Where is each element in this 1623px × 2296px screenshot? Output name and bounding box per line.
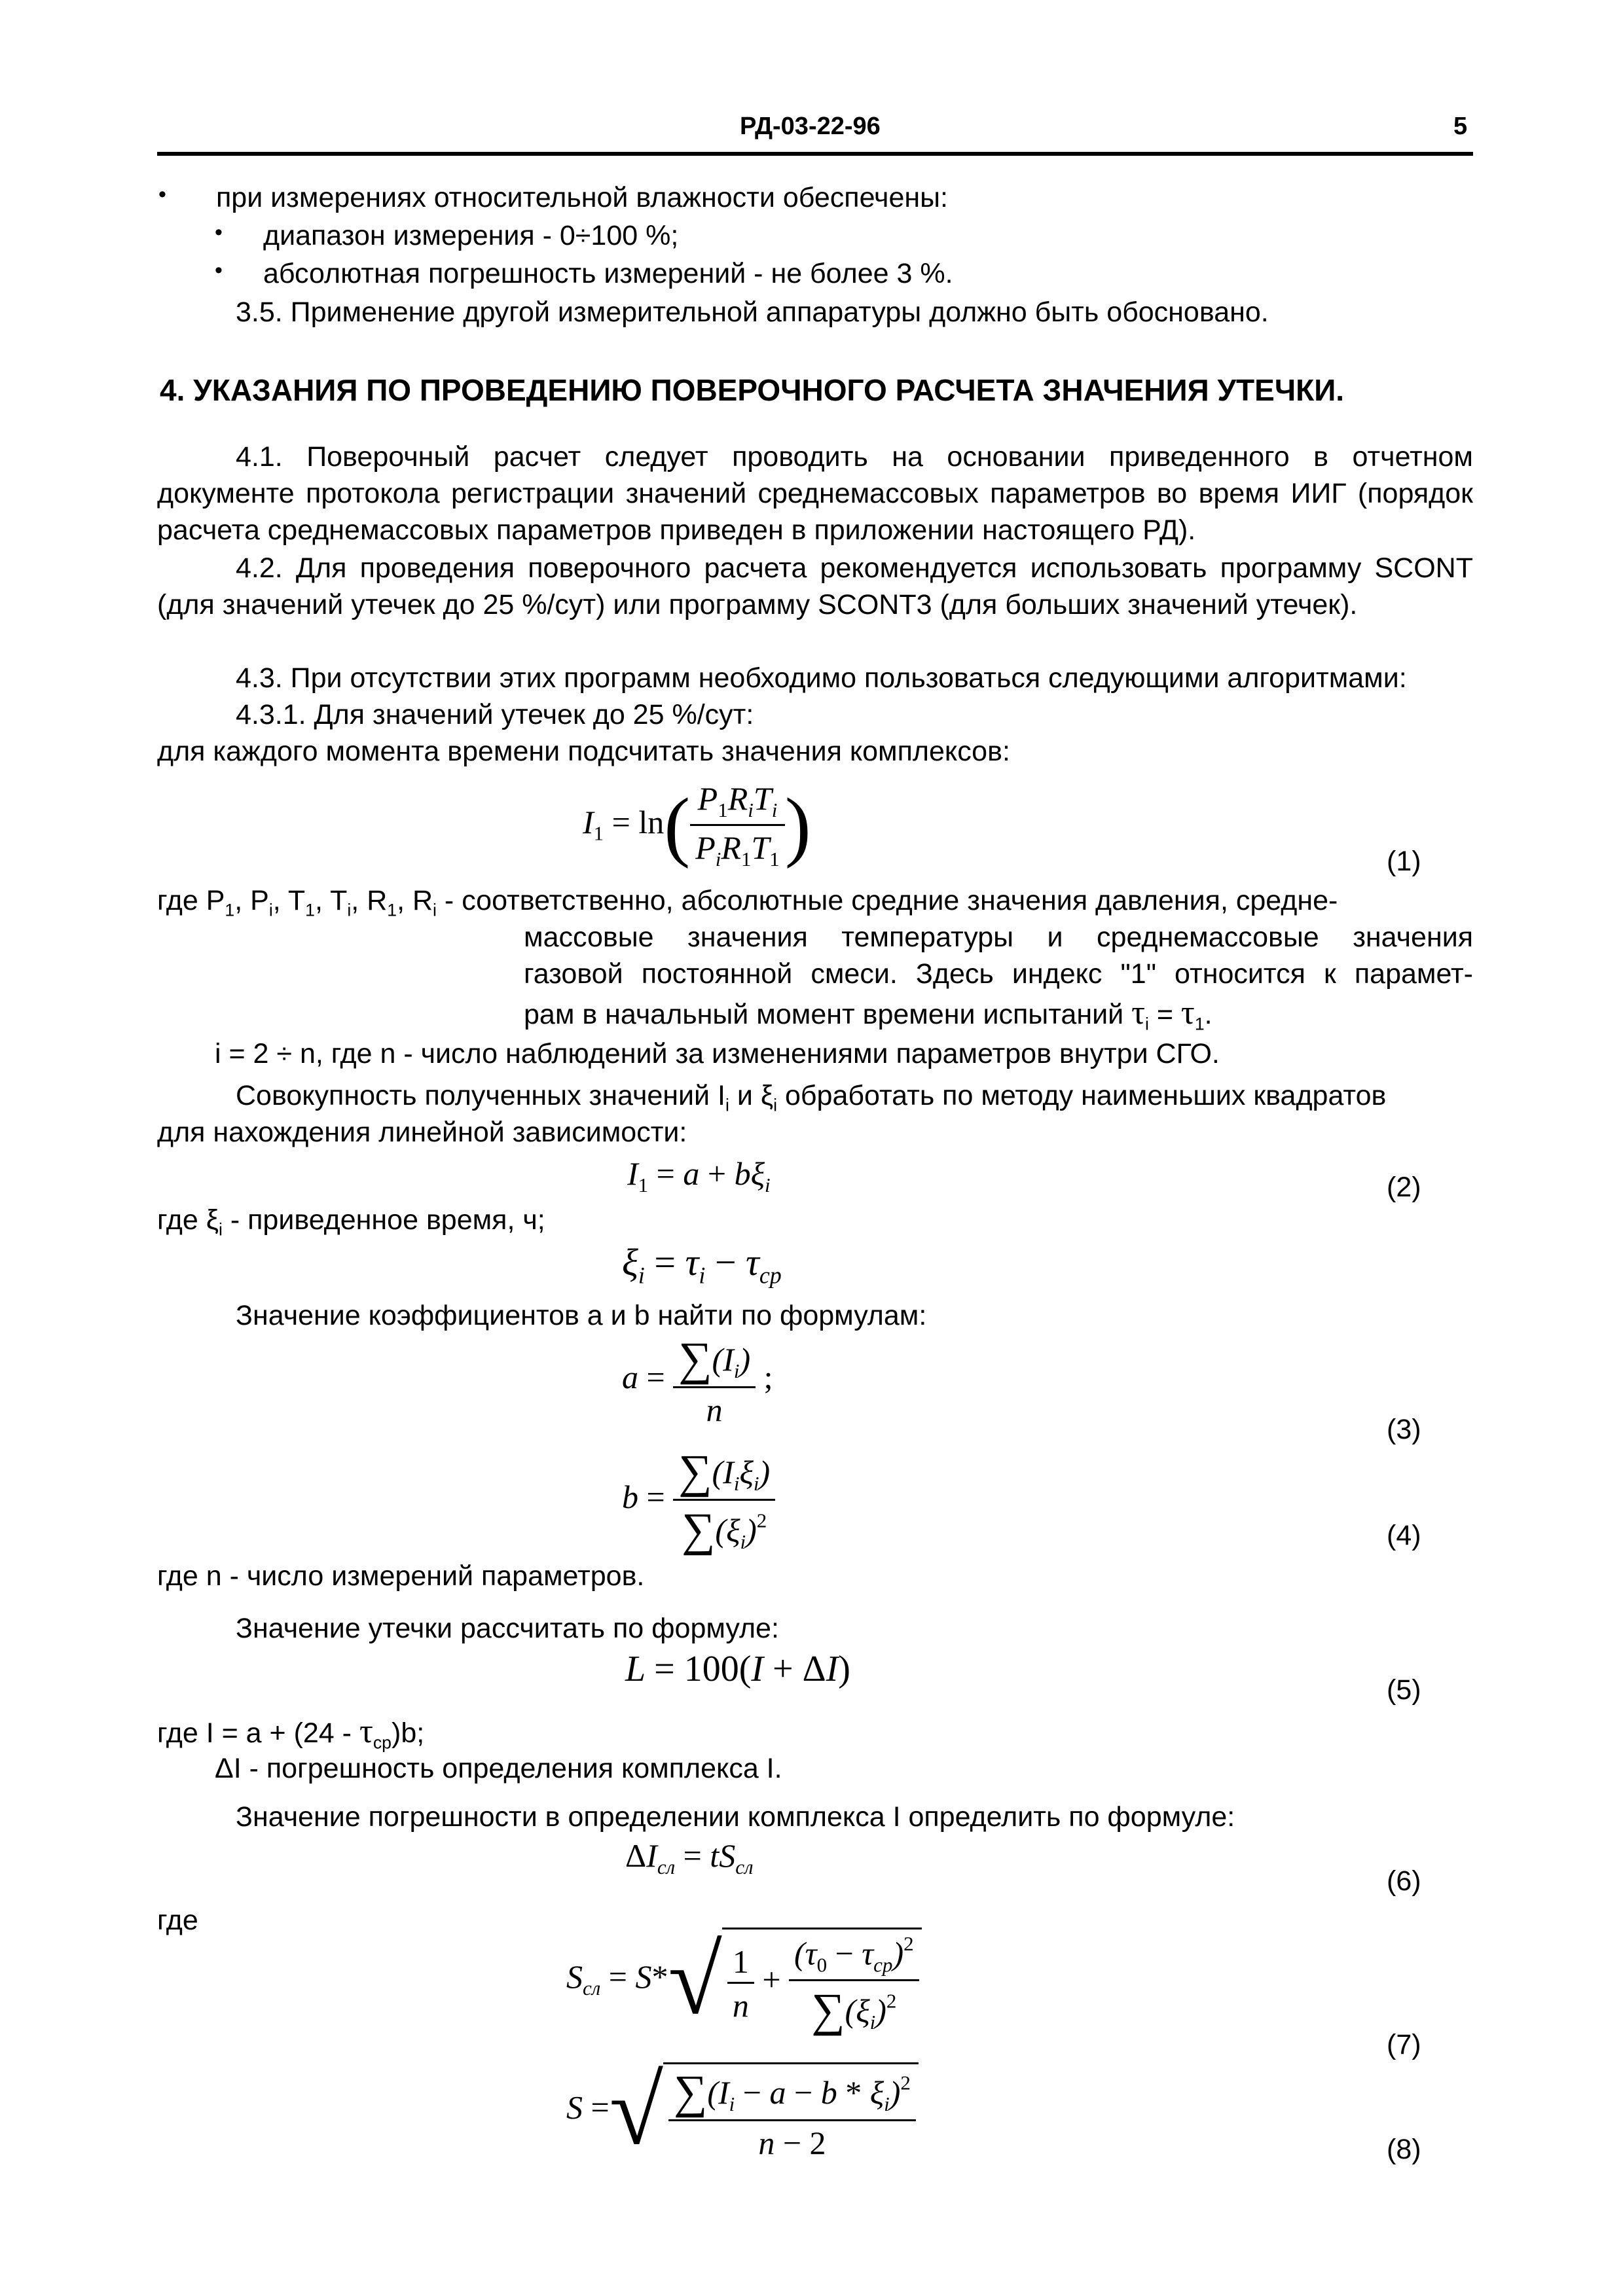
bullet-dot: • — [215, 220, 223, 245]
equation-number-4: (4) — [1387, 1520, 1421, 1551]
error-text: Значение погрешности в определении комплекса I определить по формуле: — [236, 1801, 1235, 1833]
lsq-paragraph: Совокупность полученных значений $I_i$ и $\xi_i$ обработать по методу наименьших квадратов — [236, 1080, 1387, 1115]
formula-3: a = $\frac{\sum(I_i)}{n}$ ; — [622, 1333, 773, 1428]
where-line-4: рам в начальный момент времени испытаний $\tau_i = \tau_1$. — [524, 994, 1213, 1034]
paragraph-4-3-1: 4.3.1. Для значений утечек до 25 %/сут: — [236, 699, 754, 730]
where-symbols-line: где $P_1$, $P_i$, $T_1$, $T_i$, $R_1$, $R_i$ - соответственно, абсолютные средние значения давления, средне- — [157, 885, 1338, 920]
lsq-paragraph-line-2: для нахождения линейной зависимости: — [157, 1117, 687, 1148]
document-code: РД-03-22-96 — [740, 113, 881, 140]
header-rule — [157, 152, 1473, 156]
equation-number-2: (2) — [1387, 1172, 1421, 1203]
equation-number-6: (6) — [1387, 1865, 1421, 1897]
formula-5: L = 100(I + ΔI) — [625, 1649, 850, 1689]
formula-8: S =√ $\frac{\sum(I_i - a - b * \xi_i)^2}{n - 2}$ — [566, 2062, 919, 2160]
paragraph-4-1: 4.1. Поверочный расчет следует проводить на основании приведенного в отчетном документе протокола регистрации значений среднемассовых параметров во время ИИГ (порядок расчета среднемассовых параметров приведен в приложении настоящего РД). — [157, 441, 1473, 546]
bullet-dot: • — [158, 182, 166, 207]
equation-number-5: (5) — [1387, 1674, 1421, 1706]
bullet-dot: • — [215, 258, 223, 283]
formula-xi: $\xi_i = \tau_i - \tau_{ср}$ — [622, 1241, 782, 1289]
where-line-3: газовой постоянной смеси. Здесь индекс "1" относится к парамет- — [524, 958, 1473, 990]
bullet-sub-range: диапазон измерения - 0÷100 %; — [263, 220, 679, 251]
equation-number-3: (3) — [1387, 1414, 1421, 1445]
formula-7: $S_{сл} = S*√$ $\frac{1}{n}$ + $\frac{(\tau_0 - \tau_{ср})^2}{\sum(\xi_i)^2}$ — [566, 1928, 922, 2034]
bullet-sub-error: абсолютная погрешность измерений - не более 3 %. — [263, 258, 953, 289]
paragraph-4-2: 4.2. Для проведения поверочного расчета рекомендуется использовать программу SCONT (для значений утечек до 25 %/сут) или программу SCONT3 (для больших значений утечек). — [157, 552, 1473, 620]
section-title: 4. УКАЗАНИЯ ПО ПРОВЕДЕНИЮ ПОВЕРОЧНОГО РАСЧЕТА ЗНАЧЕНИЯ УТЕЧКИ. — [160, 373, 1345, 407]
page-number: 5 — [1453, 113, 1468, 140]
where-xi: где $\xi_i$ - приведенное время, ч; — [157, 1204, 545, 1240]
where-last: где — [157, 1905, 198, 1936]
formula-1: $I_1 = \ln$( $\frac{P_1R_iT_i}{P_iR_1T_1}$ ) — [583, 780, 811, 870]
equation-number-8: (8) — [1387, 2134, 1421, 2165]
formula-4: b = $\frac{\sum(I_i\xi_i)}{\sum(\xi_i)^2}$ — [622, 1448, 775, 1553]
where-n: где n - число измерений параметров. — [157, 1560, 645, 1592]
coefficients-text: Значение коэффициентов a и b найти по формулам: — [236, 1300, 927, 1331]
paragraph-complexes: для каждого момента времени подсчитать значения комплексов: — [157, 736, 1010, 767]
delta-I-text: ΔI - погрешность определения комплекса I. — [215, 1753, 782, 1784]
bullet-main: при измерениях относительной влажности обеспечены: — [216, 182, 948, 213]
where-line-2: массовые значения температуры и среднемассовые значения — [524, 922, 1473, 953]
i-range-text: i = 2 ÷ n, где n - число наблюдений за изменениями параметров внутри СГО. — [215, 1038, 1220, 1069]
where-I: где $I = a + (24 - \tau_{ср})b$; — [157, 1713, 425, 1753]
formula-2: $I_1 = a + b\xi_i$ — [627, 1155, 771, 1196]
leak-text: Значение утечки рассчитать по формуле: — [236, 1613, 779, 1644]
equation-number-7: (7) — [1387, 2029, 1421, 2060]
formula-6: $\Delta I_{сл} = tS_{сл}$ — [625, 1837, 754, 1878]
equation-number-1: (1) — [1387, 846, 1421, 877]
paragraph-3-5: 3.5. Применение другой измерительной аппаратуры должно быть обосновано. — [236, 296, 1269, 328]
paragraph-4-3: 4.3. При отсутствии этих программ необходимо пользоваться следующими алгоритмами: — [236, 662, 1407, 694]
